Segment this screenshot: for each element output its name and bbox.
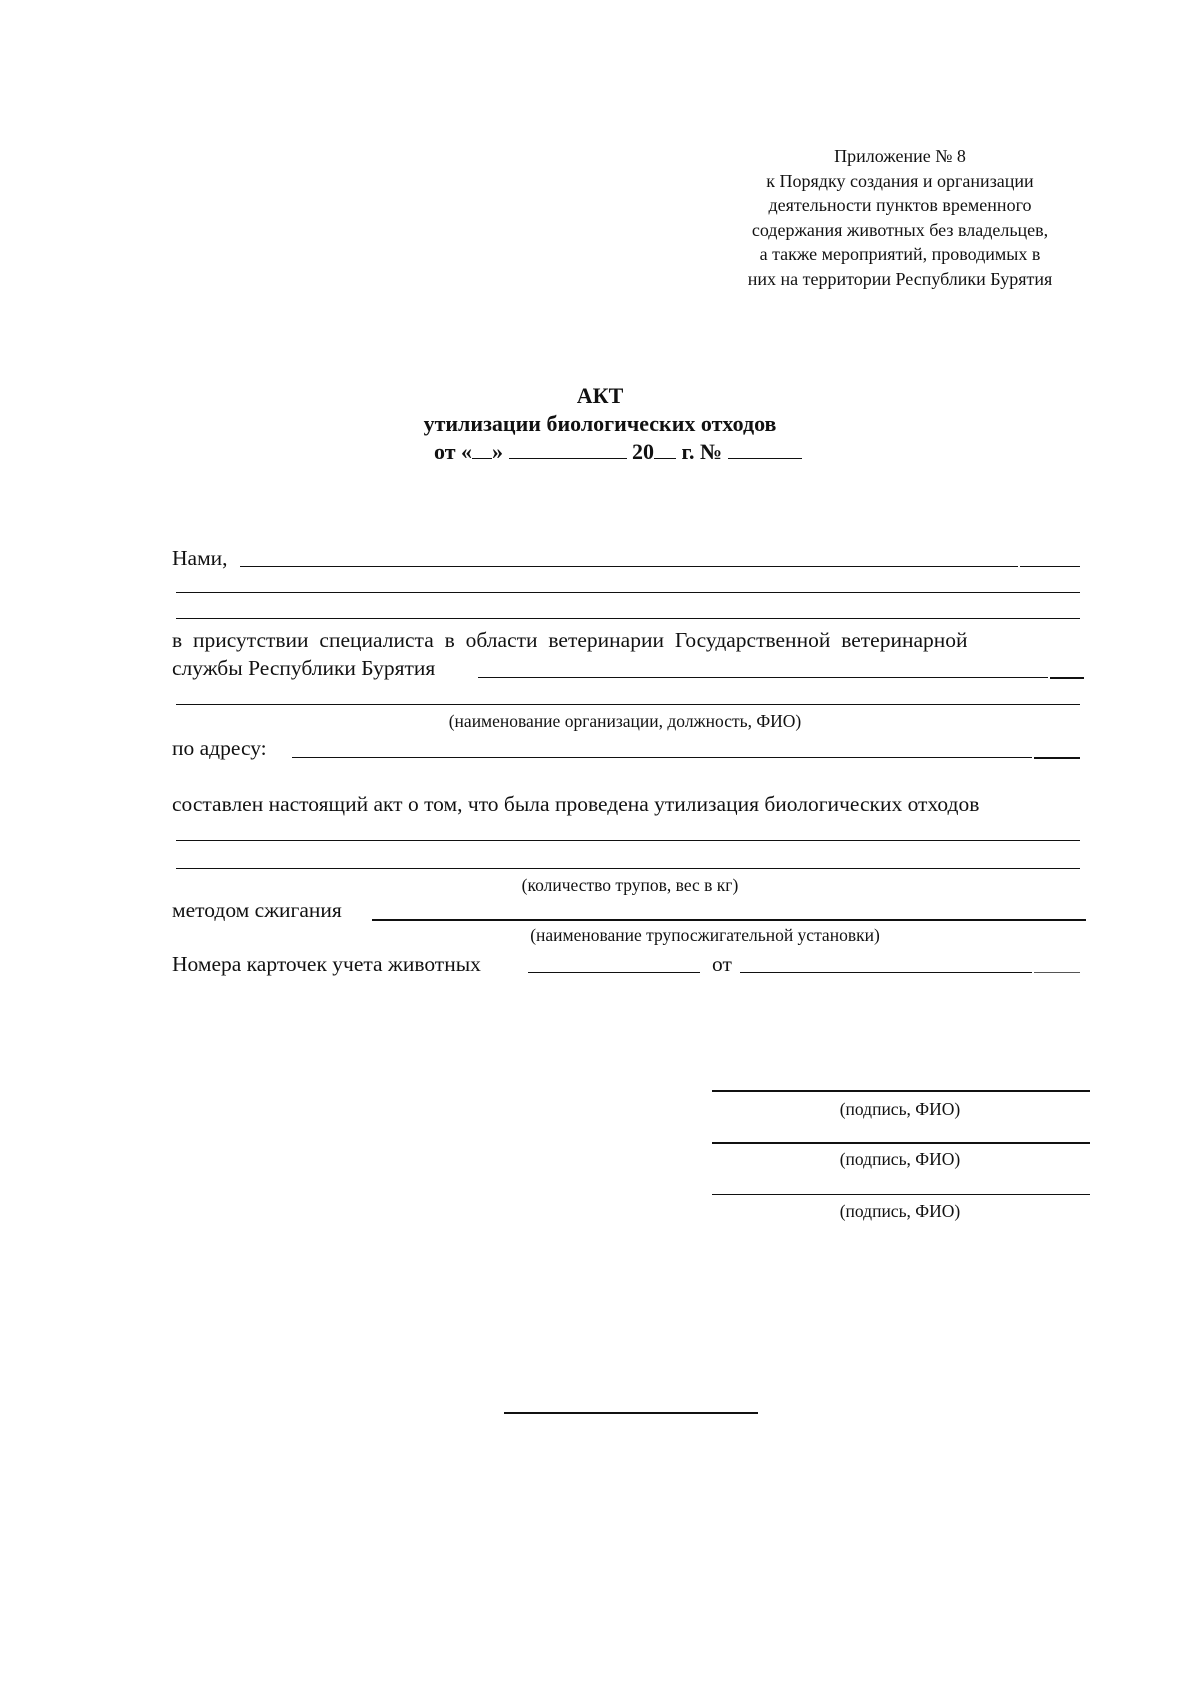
appendix-line-4: содержания животных без владельцев, bbox=[751, 219, 1049, 240]
presence-text-line-2: службы Республики Бурятия bbox=[172, 656, 436, 680]
act-statement: составлен настоящий акт о том, что была проведена утилизация биологических отходов bbox=[172, 792, 980, 816]
specialist-blank[interactable] bbox=[478, 677, 1048, 678]
address-blank-tail[interactable] bbox=[1034, 757, 1080, 759]
appendix-line-2: к Порядку создания и организации bbox=[766, 170, 1034, 191]
act-number-blank[interactable] bbox=[728, 438, 802, 459]
appendix-line-1: Приложение № 8 bbox=[834, 146, 966, 166]
appendix-line-3: деятельности пунктов временного bbox=[768, 195, 1032, 215]
address-label: по адресу: bbox=[172, 736, 267, 760]
specialist-blank-line-2[interactable] bbox=[176, 704, 1080, 705]
signature-caption-2: (подпись, ФИО) bbox=[839, 1149, 961, 1169]
specialist-blank-tail[interactable] bbox=[1050, 677, 1084, 679]
nami-label: Нами, bbox=[172, 546, 228, 570]
title-act: АКТ bbox=[576, 383, 624, 408]
cards-date-blank[interactable] bbox=[740, 972, 1032, 973]
waste-blank-line-2[interactable] bbox=[176, 868, 1080, 869]
year-blank[interactable] bbox=[654, 438, 676, 459]
cards-date-blank-tail[interactable] bbox=[1034, 972, 1080, 973]
month-blank[interactable] bbox=[509, 438, 627, 459]
document-title bbox=[380, 382, 820, 438]
end-separator-line bbox=[504, 1412, 758, 1414]
commission-blank-line-3[interactable] bbox=[176, 618, 1080, 619]
cards-numbers-blank[interactable] bbox=[528, 972, 700, 973]
year-prefix: 20 bbox=[626, 439, 655, 464]
title-subject: утилизации биологических отходов bbox=[423, 411, 777, 436]
commission-blank-line-2[interactable] bbox=[176, 592, 1080, 593]
incinerator-caption: (наименование трупосжигательной установки) bbox=[530, 925, 880, 945]
org-caption: (наименование организации, должность, ФИО) bbox=[448, 711, 802, 731]
signature-line-3[interactable] bbox=[712, 1194, 1090, 1195]
method-label: методом сжигания bbox=[172, 898, 342, 922]
number-label: г. № bbox=[676, 439, 728, 464]
nami-blank-tail[interactable] bbox=[1020, 566, 1080, 567]
incinerator-blank[interactable] bbox=[372, 919, 1086, 921]
appendix-line-5: а также мероприятий, проводимых в bbox=[759, 244, 1041, 264]
day-blank[interactable] bbox=[472, 438, 492, 459]
waste-blank-line-1[interactable] bbox=[176, 840, 1080, 841]
signature-line-2[interactable] bbox=[712, 1142, 1090, 1144]
address-blank[interactable] bbox=[292, 757, 1032, 758]
presence-text-line-1: в присутствии специалиста в области ветеринарии Государственной ветеринарной bbox=[172, 628, 968, 652]
date-mid: » bbox=[492, 439, 509, 464]
signature-line-1[interactable] bbox=[712, 1090, 1090, 1092]
signature-caption-1: (подпись, ФИО) bbox=[839, 1099, 961, 1119]
quantity-caption: (количество трупов, вес в кг) bbox=[521, 875, 739, 895]
cards-label: Номера карточек учета животных bbox=[172, 952, 481, 976]
signature-caption-3: (подпись, ФИО) bbox=[839, 1201, 961, 1221]
appendix-line-6: них на территории Республики Бурятия bbox=[747, 268, 1053, 289]
date-prefix: от « bbox=[434, 439, 473, 464]
title-date-line bbox=[434, 438, 834, 466]
cards-from-label: от bbox=[712, 952, 732, 976]
appendix-note bbox=[700, 144, 1100, 291]
nami-blank[interactable] bbox=[240, 566, 1018, 567]
